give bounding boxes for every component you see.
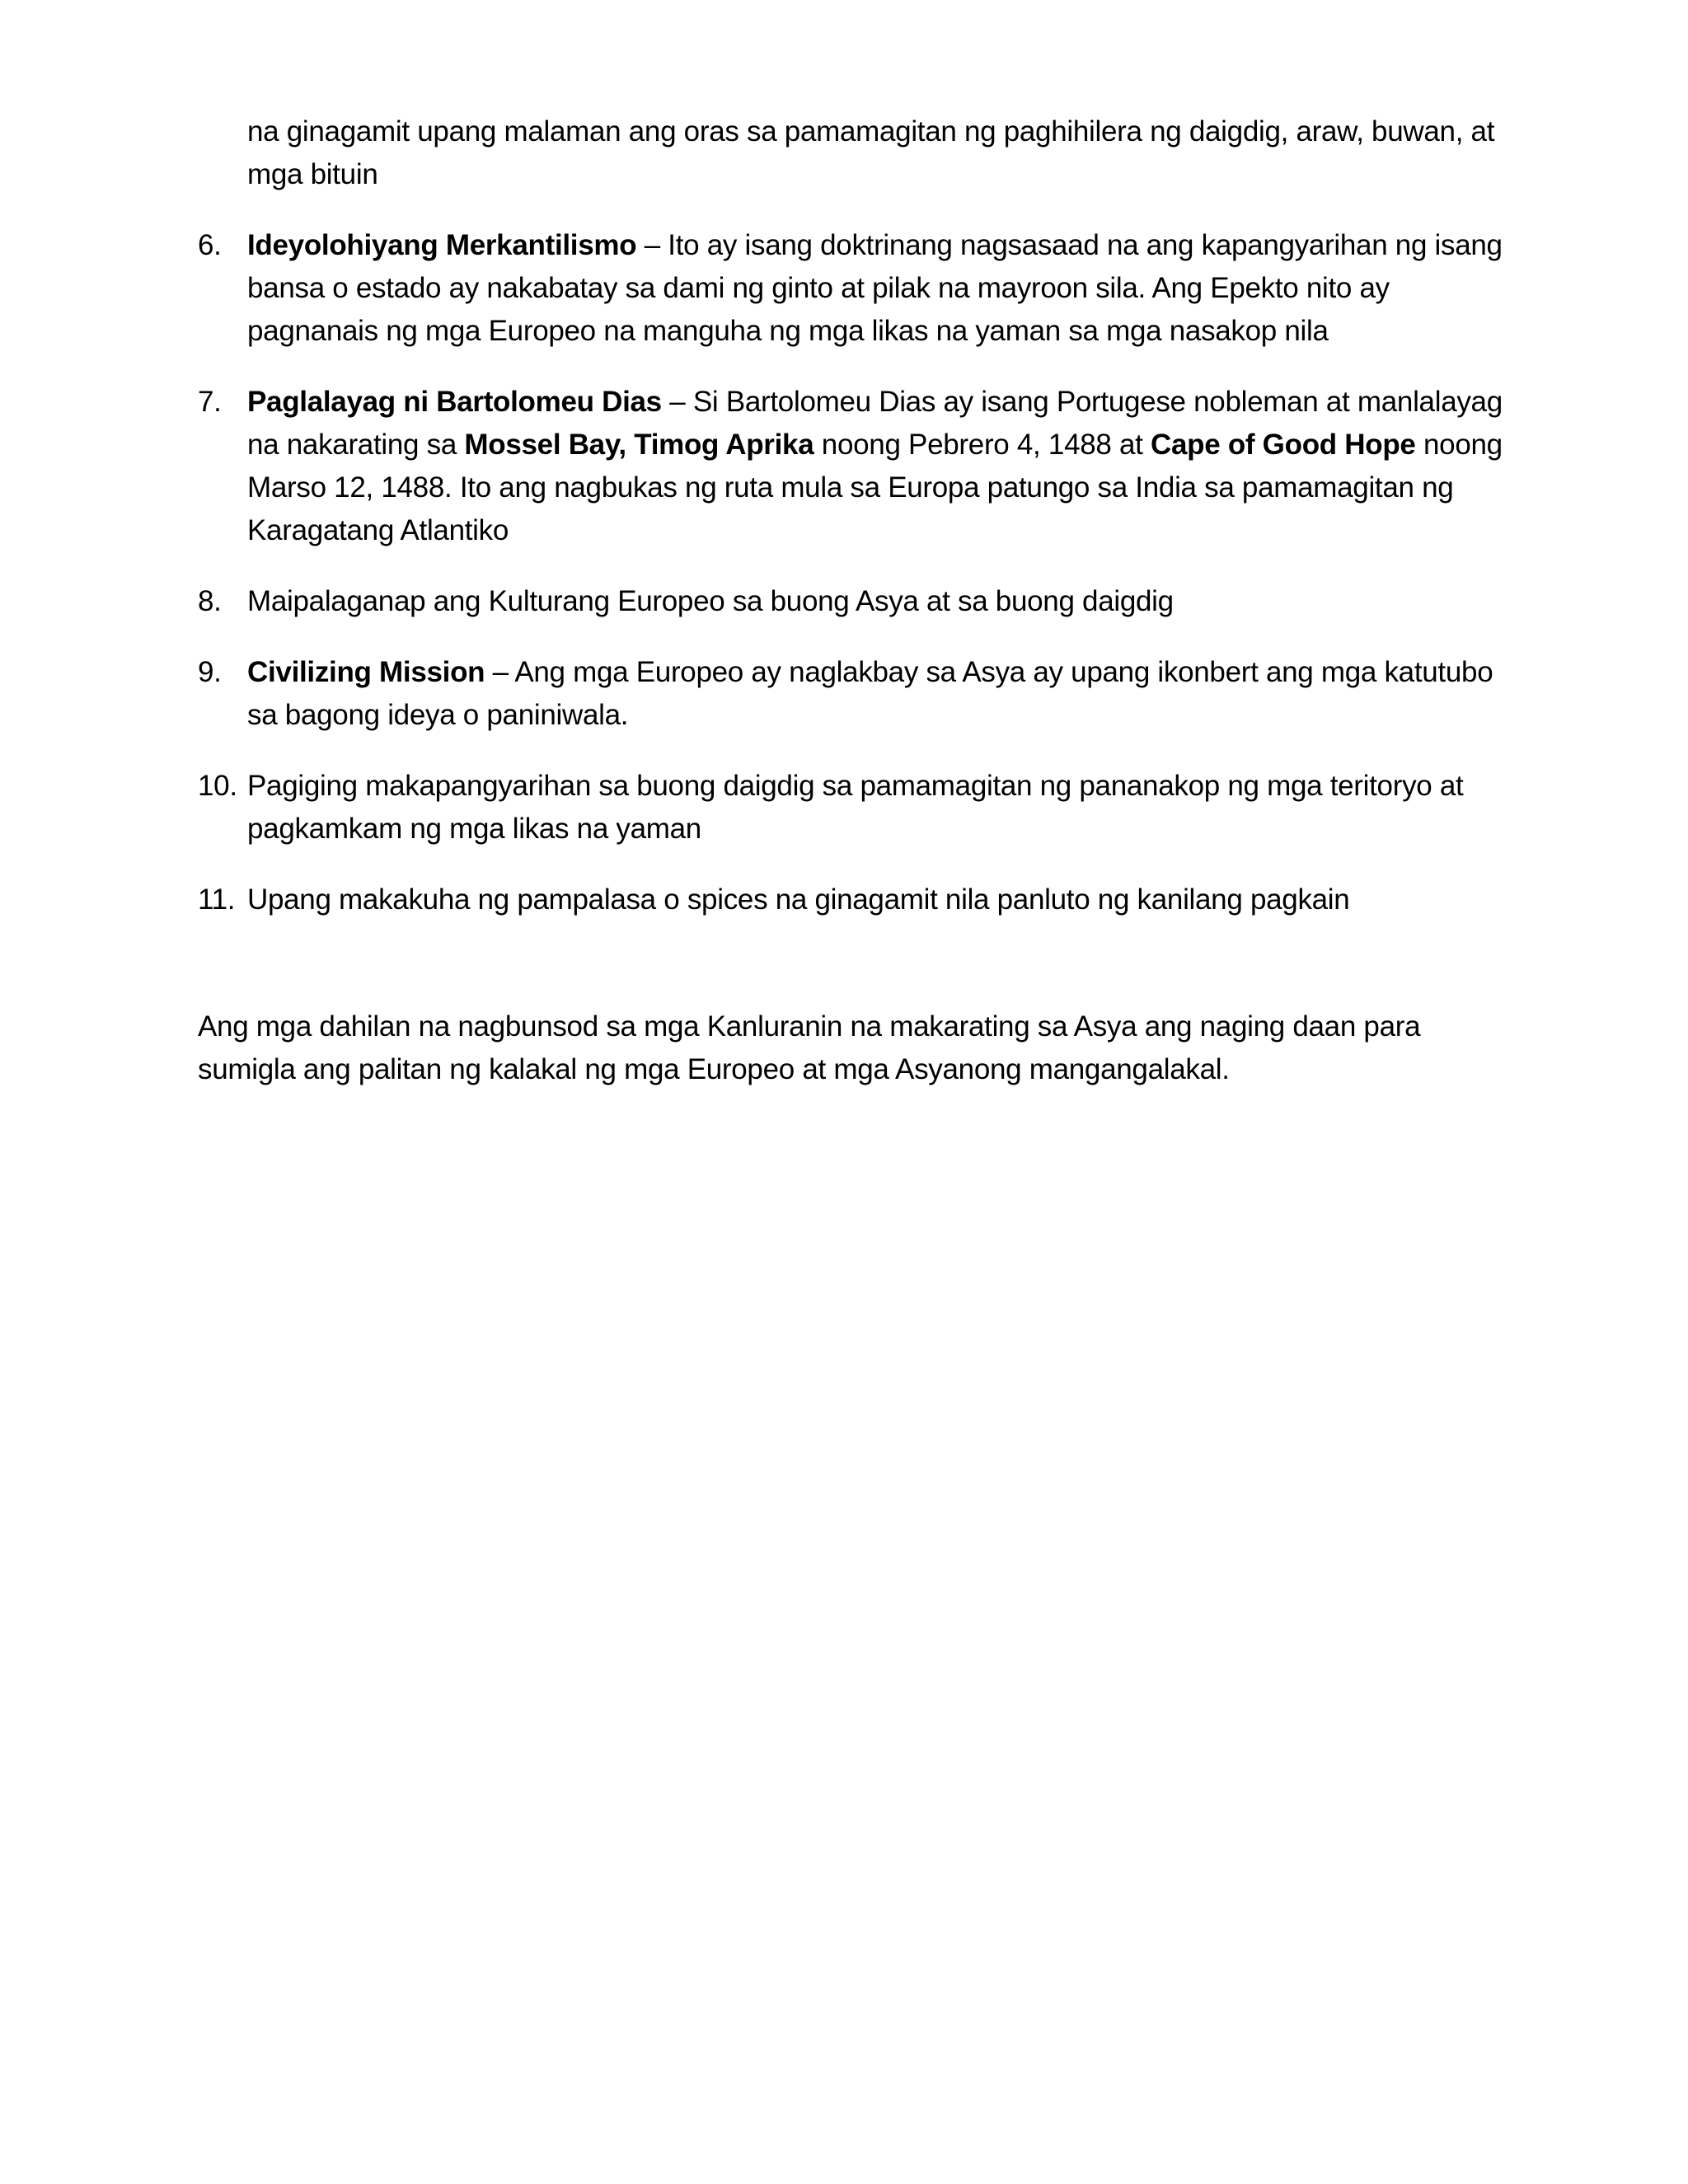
reasons-list [198,224,1517,921]
list-item [198,381,1517,552]
list-text: Maipalaganap ang Kulturang Europeo sa buong Asya at sa buong daigdig [247,585,1174,617]
list-item [198,224,1517,353]
list-emphasis: Mossel Bay, Timog Aprika [464,429,814,461]
list-item [198,765,1517,851]
list-item [198,580,1517,623]
closing-paragraph: Ang mga dahilan na nagbunsod sa mga Kanluranin na makarating sa Asya ang naging daan para sumigla ang palitan ng kalakal ng mga Europeo at mga Asyanong mangangalakal. [198,1010,1421,1085]
list-item [198,879,1517,921]
list-text: – Ang mga Europeo ay naglakbay sa Asya ay upang ikonbert ang mga katutubo sa bagong ideya o paniniwala. [247,656,1493,731]
list-text: Upang makakuha ng pampalasa o spices na ginagamit nila panluto ng kanilang pagkain [247,883,1350,916]
document-body [198,110,1517,1120]
list-number: 6. [198,229,222,261]
list-number: 11. [198,883,236,916]
list-item [198,651,1517,737]
list-number: 7. [198,386,222,418]
list-text: – Si Bartolomeu Dias ay isang Portugese nobleman at manlalayag na nakarating sa [247,386,1503,461]
list-text: – Ito ay isang doktrinang nagsasaad na ang kapangyarihan ng isang bansa o estado ay nakabatay sa dami ng ginto at pilak na mayroon sila. Ang Epekto nito ay pagnanais ng mga Europeo na manguha ng mga likas na yaman sa mga nasakop nila [247,229,1503,347]
list-term: Civilizing Mission [247,656,485,688]
list-number: 9. [198,656,222,688]
list-text: noong Marso 12, 1488. Ito ang nagbukas ng ruta mula sa Europa patungo sa India sa pamamagitan ng Karagatang Atlantiko [247,429,1503,546]
list-emphasis: Cape of Good Hope [1151,429,1416,461]
list-text: noong Pebrero 4, 1488 at [814,429,1151,461]
list-text: Pagiging makapangyarihan sa buong daigdig sa pamamagitan ng pananakop ng mga teritoryo at pagkamkam ng mga likas na yaman [247,770,1464,845]
continued-list-text: na ginagamit upang malaman ang oras sa pamamagitan ng paghihilera ng daigdig, araw, buwan, at mga bituin [247,115,1495,190]
list-term: Paglalayag ni Bartolomeu Dias [247,386,662,418]
list-number: 10. [198,770,237,802]
list-term: Ideyolohiyang Merkantilismo [247,229,637,261]
list-number: 8. [198,585,222,617]
